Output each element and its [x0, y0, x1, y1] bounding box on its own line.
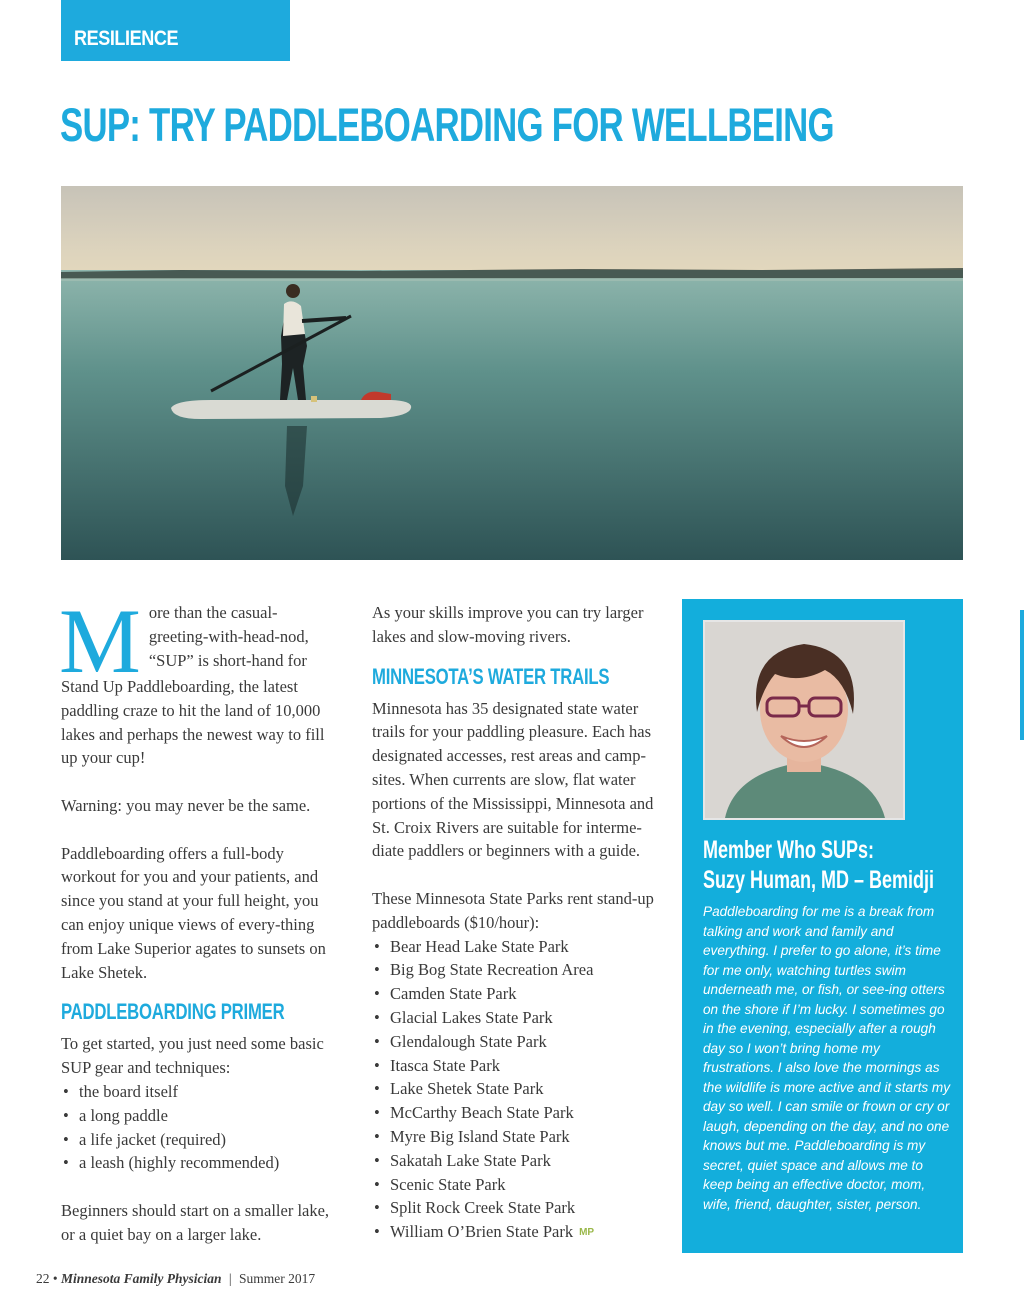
skills-paragraph: As your skills improve you can try larger lakes and slow-moving rivers.	[372, 603, 644, 646]
member-portrait-photo	[703, 620, 905, 820]
primer-heading: PADDLEBOARDING PRIMER	[61, 999, 285, 1025]
gear-list	[61, 1080, 337, 1175]
list-item: • Big Bog State Recreation Area	[372, 958, 662, 982]
intro-line-3: “SUP” is short-hand for	[148, 650, 307, 670]
list-item: • a life jacket (required)	[61, 1128, 337, 1152]
state-parks-list	[372, 935, 662, 1246]
page-edge-accent	[1020, 610, 1024, 740]
list-item: • Glendalough State Park	[372, 1030, 662, 1054]
list-item: • Myre Big Island State Park	[372, 1125, 662, 1149]
sidebar-heading-line-2: Suzy Human, MD – Bemidji	[703, 866, 935, 894]
beginners-paragraph: Beginners should start on a smaller lake, or a quiet bay on a larger lake.	[61, 1200, 330, 1244]
section-tab	[61, 0, 290, 61]
hero-photo-paddleboarder	[61, 186, 963, 560]
list-item: • a leash (highly recommended)	[61, 1151, 337, 1175]
issue-date: Summer 2017	[238, 1271, 316, 1286]
section-label: RESILIENCE	[74, 27, 179, 50]
page-title: SUP: TRY PADDLEBOARDING FOR WELLBEING	[60, 98, 834, 151]
sidebar-heading	[703, 835, 948, 895]
list-item: • Itasca State Park	[372, 1054, 662, 1078]
drop-cap: M	[59, 590, 141, 692]
footer-separator: |	[228, 1271, 232, 1286]
article-column-2	[372, 601, 662, 1245]
lake-scene-illustration	[61, 186, 963, 560]
list-item: • a long paddle	[61, 1104, 337, 1128]
list-item: • Bear Head Lake State Park	[372, 935, 662, 959]
member-quote: Paddleboarding for me is a break from talking and work and family and everything. I prefer to go alone, it’s time for me only, watching turtles swim underneath me, or fish, or see-ing otters on the shore if I’m lucky. I sometimes go in the evening, especially after a rough day so I won’t bring home my frustrations. I also love the mornings as the wildlife is more active and it starts my day so well. I can smile or frown or cry or laugh, depending on the day, and no one knows but me. Paddleboarding is my secret, quiet space and allows me to keep being an effective doctor, mom, wife, friend, daughter, sister, person.	[703, 904, 951, 1212]
member-sidebar	[682, 599, 963, 1253]
list-item: • Lake Shetek State Park	[372, 1077, 662, 1101]
warning-text: Warning: you may never be the same.	[61, 795, 311, 815]
list-item	[372, 1220, 662, 1245]
primer-intro: To get started, you just need some basic SUP gear and techniques:	[61, 1034, 324, 1078]
intro-line-2: greeting-with-head-nod,	[148, 626, 309, 646]
list-item: • McCarthy Beach State Park	[372, 1101, 662, 1125]
parks-intro: These Minnesota State Parks rent stand-up paddleboards ($10/hour):	[372, 888, 654, 932]
list-item: • Camden State Park	[372, 982, 662, 1006]
list-item: • the board itself	[61, 1080, 337, 1104]
water-trails-paragraph: Minnesota has 35 designated state water trails for your paddling pleasure. Each has designated accesses, rest areas and camp-sites. When currents are slow, flat water portions of the Mississippi, Minnesota and St. Croix Rivers are suitable for interme-diate paddlers or beginners with a guide.	[372, 698, 654, 861]
intro-line-1: ore than the casual-	[148, 603, 278, 622]
article-column-1	[59, 590, 337, 1247]
park-name: William O’Brien State Park	[390, 1222, 574, 1242]
list-item: • Glacial Lakes State Park	[372, 1006, 662, 1030]
page-footer	[36, 1271, 315, 1287]
intro-paragraph	[59, 590, 337, 770]
intro-rest: Stand Up Paddleboarding, the latest paddling craze to hit the land of 10,000 lakes and perhaps the newest way to fill up your cup!	[61, 677, 325, 768]
list-item: • Sakatah Lake State Park	[372, 1149, 662, 1173]
magazine-name: Minnesota Family Physician	[60, 1271, 222, 1286]
water-trails-heading: MINNESOTA’S WATER TRAILS	[372, 663, 610, 689]
footer-bullet: •	[52, 1271, 58, 1286]
end-mark-logo: MP	[579, 1227, 595, 1239]
sidebar-heading-line-1: Member Who SUPs:	[703, 836, 875, 864]
portrait-illustration	[705, 622, 903, 818]
list-item: • Split Rock Creek State Park	[372, 1196, 662, 1220]
list-item: • Scenic State Park	[372, 1173, 662, 1197]
page-number: 22	[36, 1271, 50, 1286]
benefits-paragraph: Paddleboarding offers a full-body workout for you and your patients, and since you stand at your full height, you can enjoy unique views of every-thing from Lake Superior agates to sunsets on Lake Shetek.	[61, 843, 326, 982]
